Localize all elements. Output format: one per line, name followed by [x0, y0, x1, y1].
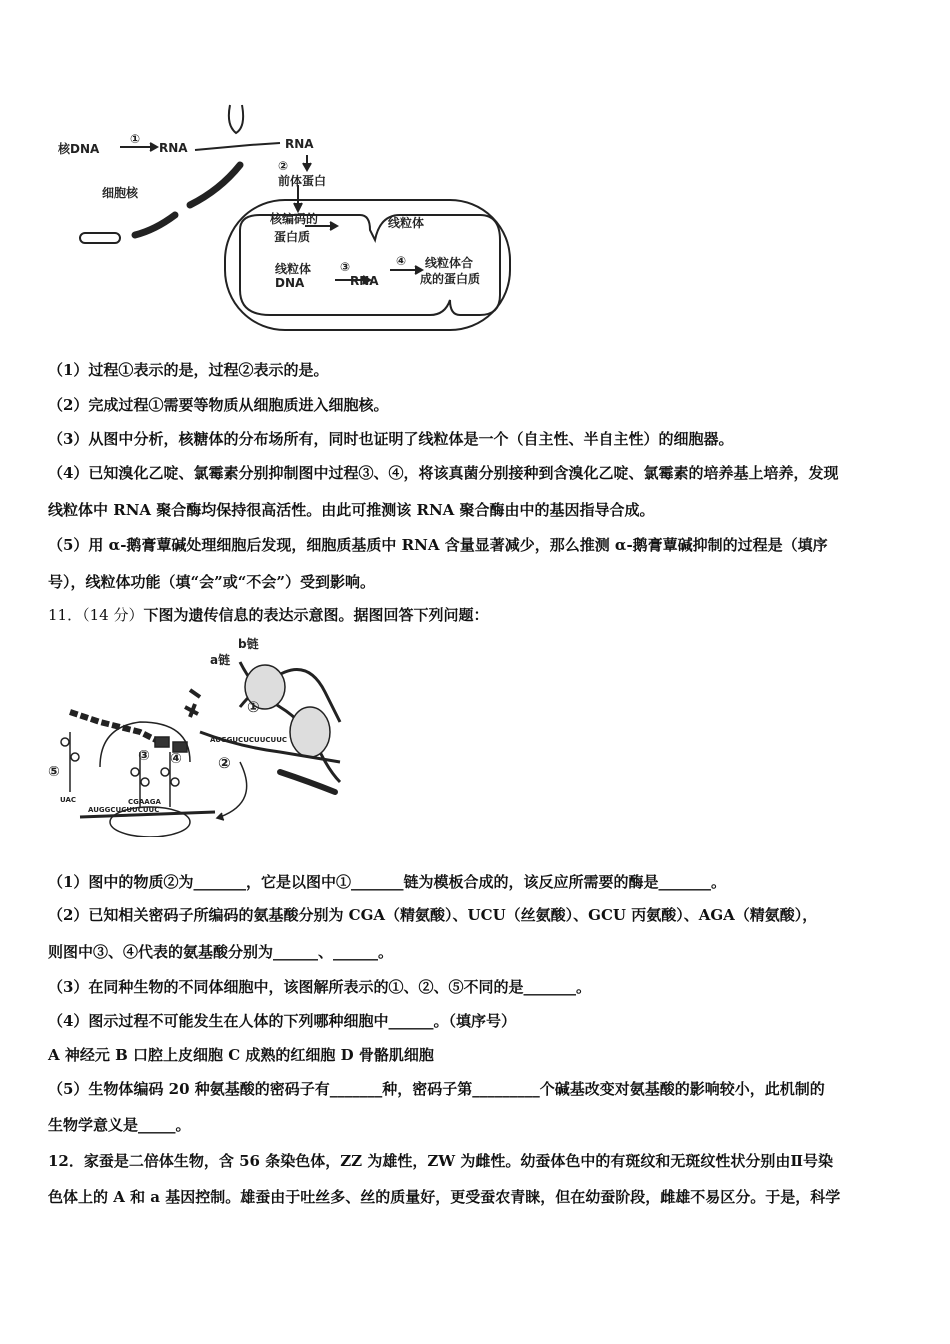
q12-line2: 色体上的 A 和 a 基因控制。雄蚕由于吐丝多、丝的质量好，更受蚕农青睐，但在幼蚕阶段，雌雄不易区分。于是，科学 [48, 1188, 841, 1206]
anticodon-label: UAC [60, 796, 77, 804]
circle1-label: ① [247, 698, 260, 716]
q11-part4: （4）图示过程不可能发生在人体的下列哪种细胞中______。（填序号） [48, 1012, 516, 1030]
step2-label: ② [278, 159, 289, 173]
q11-options: A 神经元 B 口腔上皮细胞 C 成熟的红细胞 D 骨骼肌细胞 [48, 1046, 434, 1064]
nuclear-protein-label-2: 蛋白质 [274, 230, 311, 244]
mrna-top-sequence: AUGGUCUCUUCUUC [210, 736, 288, 744]
mt-dna-label-2: DNA [275, 276, 305, 290]
rna-left-label: RNA [159, 141, 188, 155]
q11-part1: （1）图中的物质②为_______，它是以图中①_______链为模板合成的，该反应所需要的酶是_______。 [48, 873, 726, 891]
mt-protein-label-1: 线粒体合 [425, 256, 474, 270]
mt-dna-label-1: 线粒体 [275, 262, 312, 276]
b-chain-label: b链 [238, 637, 259, 651]
q10-part4-line2: 线粒体中 RNA 聚合酶均保持很高活性。由此可推测该 RNA 聚合酶由中的基因指导合成。 [48, 501, 655, 519]
q11-header [48, 605, 488, 625]
gene-expression-diagram [40, 632, 350, 837]
circle2-label: ② [218, 754, 231, 772]
nuclear-protein-label-1: 核编码的 [270, 212, 319, 226]
step1-label: ① [130, 132, 141, 146]
circle3-label: ③ [138, 748, 150, 764]
codons-mid-label: CGAAGA [128, 798, 161, 806]
q11-number: 11．（14 分） [48, 606, 144, 624]
q10-part1: （1）过程①表示的是，过程②表示的是。 [48, 361, 329, 379]
q11-part5-line1: （5）生物体编码 20 种氨基酸的密码子有_______种，密码子第_________个碱基改变对氨基酸的影响较小，此机制的 [48, 1080, 825, 1098]
q11-header-text: 下图为遗传信息的表达示意图。据图回答下列问题： [143, 606, 489, 624]
q10-part5-line2: 号），线粒体功能（填“会”或“不会”）受到影响。 [48, 573, 376, 591]
q12-line1: 12．家蚕是二倍体生物，含 56 条染色体，ZZ 为雄性，ZW 为雌性。幼蚕体色中的有斑纹和无斑纹性状分别由Ⅱ号染 [48, 1152, 833, 1170]
q11-part5-line2: 生物学意义是_____。 [48, 1116, 191, 1134]
q10-part3: （3）从图中分析，核糖体的分布场所有，同时也证明了线粒体是一个（自主性、半自主性）的细胞器。 [48, 430, 734, 448]
q10-part2: （2）完成过程①需要等物质从细胞质进入细胞核。 [48, 396, 389, 414]
mrna-bottom-sequence: AUGGCUCUUCUUC [88, 806, 160, 814]
q10-part4-line1: （4）已知溴化乙啶、氯霉素分别抑制图中过程③、④，将该真菌分别接种到含溴化乙啶、氯霉素的培养基上培养，发现 [48, 464, 839, 482]
a-chain-label: a链 [210, 653, 231, 667]
precursor-label: 前体蛋白 [278, 174, 327, 188]
q11-part3: （3）在同种生物的不同体细胞中，该图解所表示的①、②、⑤不同的是_______。 [48, 978, 591, 996]
nuclear-dna-label: 核DNA [58, 142, 100, 156]
circle5-label: ⑤ [48, 764, 60, 780]
step4-label: ④ [396, 254, 407, 268]
rna-mt-label: RNA [350, 274, 379, 288]
q11-part2-line1: （2）已知相关密码子所编码的氨基酸分别为 CGA（精氨酸）、UCU（丝氨酸）、GCU 丙氨酸）、AGA（精氨酸）， [48, 906, 818, 924]
mitochondrion-label: 线粒体 [388, 216, 425, 230]
q11-part2-line2: 则图中③、④代表的氨基酸分别为______、______。 [48, 943, 394, 961]
circle4-label: ④ [170, 751, 182, 767]
mitochondria-protein-diagram [40, 95, 520, 340]
nucleus-label: 细胞核 [102, 186, 139, 200]
rna-right-label: RNA [285, 137, 314, 151]
mt-protein-label-2: 成的蛋白质 [420, 272, 481, 286]
step3-label: ③ [340, 260, 351, 274]
q10-part5-line1: （5）用 α-鹅膏蕈碱处理细胞后发现，细胞质基质中 RNA 含量显著减少，那么推测 α-鹅膏蕈碱抑制的过程是（填序 [48, 536, 828, 554]
